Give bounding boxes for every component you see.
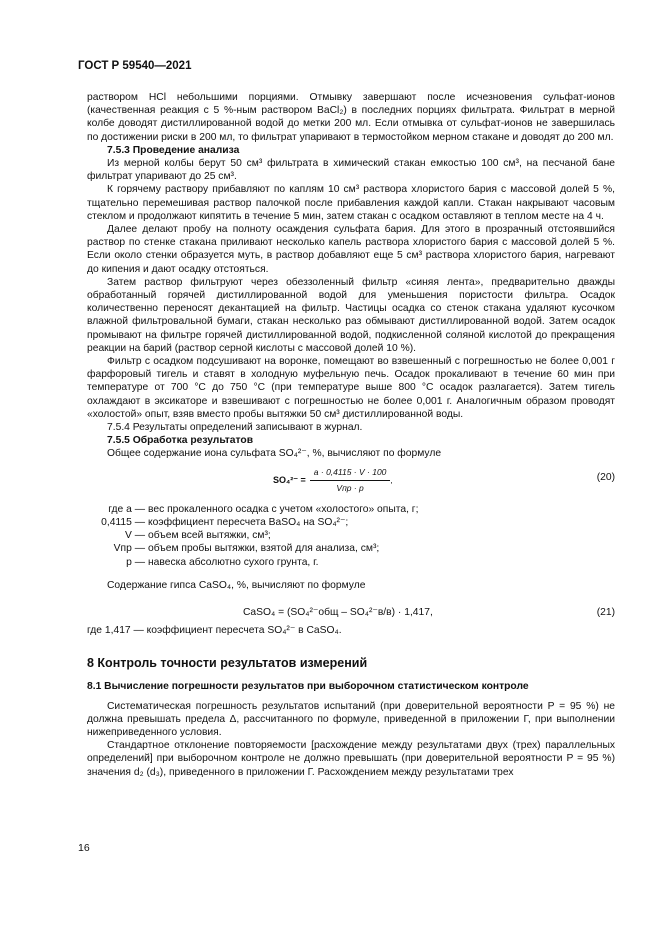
formula-fraction	[310, 466, 391, 495]
paragraph: Затем раствор фильтруют через обеззоленный фильтр «синяя лента», предварительно дважды обработанный горячей дистиллированной водой для уменьшения пористости фильтра. Осадок количественно переносят декантацией на фильтр. Частицы осадка со стенок стакана удаляют кусочком влажной фильтровальной бумаги, стакан несколько раз обмывают дистиллированной водой. Затем осадок промывают на фильтре горячей дистиллированной водой, подкисленной соляной кислотой до прекращения реакции на барий (раствор серной кислоты с массовой долей 10 %).	[87, 276, 615, 354]
definition-text: объем пробы вытяжки, взятой для анализа, см³;	[148, 543, 380, 555]
formula-denominator: Vпр · p	[336, 482, 364, 493]
definition-row	[87, 556, 615, 569]
section-heading-7-5-5: 7.5.5 Обработка результатов	[107, 435, 254, 447]
paragraph: Из мерной колбы берут 50 см³ фильтрата в химический стакан емкостью 100 см³, на песчаной бане фильтрат упаривают до 25 см³.	[87, 158, 615, 183]
paragraph: раствором HCl небольшими порциями. Отмывку завершают после исчезновения сульфат-ионов (качественная реакция с 5 %-ным раствором BaCl₂) в последних порциях фильтрата. Фильтрат в мерной колбе доводят дистиллированной водой до метки 200 мл. Если отмывка от сульфат-ионов не завершилась по достижении риски в 200 мл, то фильтрат упаривают в термостойком мерном стакане и доводят до 200 мл.	[87, 92, 615, 143]
definition-key: Vпр —	[113, 543, 145, 555]
formula-number: (21)	[596, 606, 615, 618]
formula-number: (20)	[596, 471, 615, 483]
paragraph: Стандартное отклонение повторяемости [расхождение между результатами двух (трех) параллельных определений] при выборочном контроле не должно превышать (при доверительной вероятности P = 95 %) значения d₂ (d₃), приведенного в приложении Г. Расхождением между результатами трех	[87, 740, 615, 778]
formula-lhs: SO₄²⁻ =	[273, 474, 306, 485]
section-heading-7-5-3: 7.5.3 Проведение анализа	[107, 144, 240, 156]
definition-key: 0,4115 —	[101, 516, 145, 528]
definition-row	[87, 503, 615, 516]
formula-tail: ,	[390, 474, 393, 485]
formula-body: CaSO₄ = (SO₄²⁻общ – SO₄²⁻в/в) · 1,417,	[243, 606, 433, 618]
definition-key: где a —	[108, 503, 145, 515]
definition-key: p —	[126, 556, 145, 568]
definition-text: вес прокаленного осадка с учетом «холостого» опыта, г;	[148, 503, 419, 515]
definition-row	[87, 542, 615, 555]
paragraph: Систематическая погрешность результатов испытаний (при доверительной вероятности P = 95 %) не должна превышать предела Δ, рассчитанного по формуле, приведенной в приложении Г, при выполнении нижеприведенного условия.	[87, 700, 615, 738]
definition-row	[87, 529, 615, 542]
paragraph: Содержание гипса CaSO₄, %, вычисляют по формуле	[107, 579, 366, 591]
paragraph: где 1,417 — коэффициент пересчета SO₄²⁻ в CaSO₄.	[87, 624, 342, 636]
formula-21	[87, 602, 615, 624]
variable-definitions	[87, 503, 615, 569]
section-heading-7-5-4: 7.5.4 Результаты определений записывают в журнал.	[107, 422, 363, 434]
paragraph: Фильтр с осадком подсушивают на воронке, помещают во взвешенный с погрешностью не более 0,001 г фарфоровый тигель и ставят в холодную муфельную печь. Осадок прокаливают в течение 60 мин при температуре от 700 °С до 750 °С (при температуре выше 800 °С осадок разлагается). Затем тигель охлаждают в эксикаторе и взвешивают с погрешностью не более 0,001 г. Аналогичным образом проводят «холостой» опыт, взяв вместо пробы вытяжки 50 см³ дистиллированной воды.	[87, 356, 615, 420]
paragraph: К горячему раствору прибавляют по каплям 10 см³ раствора хлористого бария с массовой долей 5 %, тщательно перемешивая раствор палочкой после прибавления каждой капли. Стакан накрывают часовым стеклом и продолжают кипятить в течение 5 мин, затем стакан с осадком оставляют в теплом месте на 4 ч.	[87, 184, 615, 222]
definition-text: объем всей вытяжки, см³;	[148, 530, 271, 542]
paragraph: Общее содержание иона сульфата SO₄²⁻, %, вычисляют по формуле	[107, 448, 442, 460]
definition-text: навеска абсолютно сухого грунта, г.	[148, 556, 319, 568]
section-heading-8-1: 8.1 Вычисление погрешности результатов при выборочном статистическом контроле	[87, 681, 529, 693]
definition-text: коэффициент пересчета BaSO₄ на SO₄²⁻;	[148, 516, 349, 528]
definition-key: V —	[124, 530, 145, 542]
formula-20	[87, 463, 615, 495]
formula-numerator: a · 0,4115 · V · 100	[310, 466, 391, 481]
document-header: ГОСТ Р 59540—2021	[78, 60, 192, 72]
definition-row	[87, 516, 615, 529]
section-heading-8: 8 Контроль точности результатов измерений	[87, 656, 368, 671]
page-number: 16	[78, 842, 90, 854]
paragraph: Далее делают пробу на полноту осаждения сульфата бария. Для этого в прозрачный отстоявшийся раствор по стенке стакана приливают несколько капель раствора хлористого бария с массовой долей 5 %. Если около стенки образуется муть, в раствор добавляют еще 5 см³ раствора хлористого бария, нагревают до кипения и дают осадку отстояться.	[87, 224, 615, 275]
document-body	[87, 91, 615, 779]
